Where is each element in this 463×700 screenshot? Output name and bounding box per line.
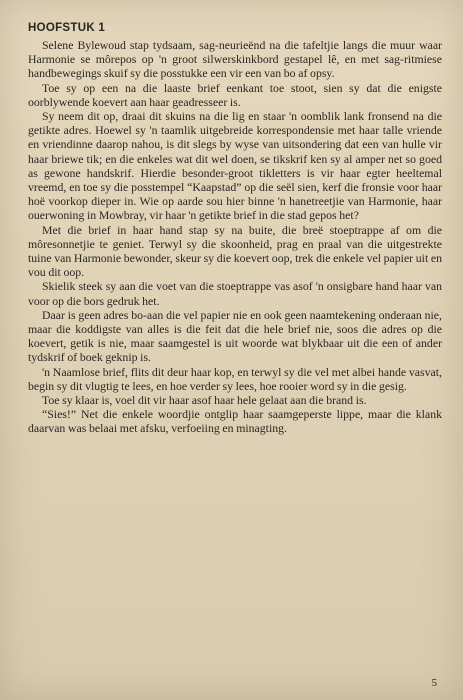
paragraph: Sy neem dit op, draai dit skuins na die lig en staar 'n oomblik lank fronsend na die getikte adres. Hoewel sy 'n taamlik uitgebreide korrespondensie met haar talle vriende en vriendinne daarop nahou, is dit slegs by wyse van uitsondering dat een van hulle vir haar briewe tik; en die enkeles wat dit wel doen, se tikskrif ken sy al amper net so goed as gewone handskrif. Hierdie besonder-groot tikletters is vir haar egter heeltemal vreemd, en toe sy die posstempel “Kaapstad” op die seël sien, kerf die fronsie voor haar hoë voorkop dieper in. Wie op aarde sou hier binne 'n hanetreetjie van Harmonie, haar ouerwoning in Mowbray, vir haar 'n getikte brief in die stad gepos het? [28,109,442,223]
paragraph: Skielik steek sy aan die voet van die stoeptrappe vas asof 'n onsigbare hand haar van voor op die bors gedruk het. [28,279,442,308]
page-content [28,22,442,436]
paragraph: Daar is geen adres bo-aan die vel papier nie en ook geen naamtekening onderaan nie, maar die koddigste van alles is die feit dat die hele brief nie, soos die adres op die koevert, getik is nie, maar saamgestel is uit woorde wat blykbaar uit die een of ander tydskrif of boek geknip is. [28,307,442,365]
paragraph: Toe sy op een na die laaste brief eenkant toe stoot, sien sy dat die enigste oorblywende koevert aan haar geadresseer is. [28,80,442,109]
page-number: 5 [431,677,437,689]
paragraph: Met die brief in haar hand stap sy na buite, die breë stoeptrappe af om die môresonnetjie te geniet. Terwyl sy die skoonheid, prag en praal van die uitgestrekte tuine van Harmonie bewonder, skeur sy die koevert oop, trek die enkele vel papier uit en vou dit oop. [28,222,443,280]
paragraph: Selene Bylewoud stap tydsaam, sag-neurieënd na die tafeltjie langs die muur waar Harmonie se môrepos op 'n groot silwerskinkbord gestapel lê, en met sag-ritmiese handbewegings skuif sy die posstukke een vir een van bo af opsy. [28,38,442,81]
chapter-title: HOOFSTUK 1 [28,22,106,34]
paragraph: “Sies!” Net die enkele woordjie ontglip haar saamgeperste lippe, maar die klank daarvan was belaai met afsku, verfoeiing en minagting. [28,407,442,436]
paragraph: 'n Naamlose brief, flits dit deur haar kop, en terwyl sy die vel met albei hande vasvat, begin sy dit vlugtig te lees, en hoe verder sy lees, hoe rooier word sy in die gesig. [28,364,442,393]
paragraph: Toe sy klaar is, voel dit vir haar asof haar hele gelaat aan die brand is. [42,393,367,408]
